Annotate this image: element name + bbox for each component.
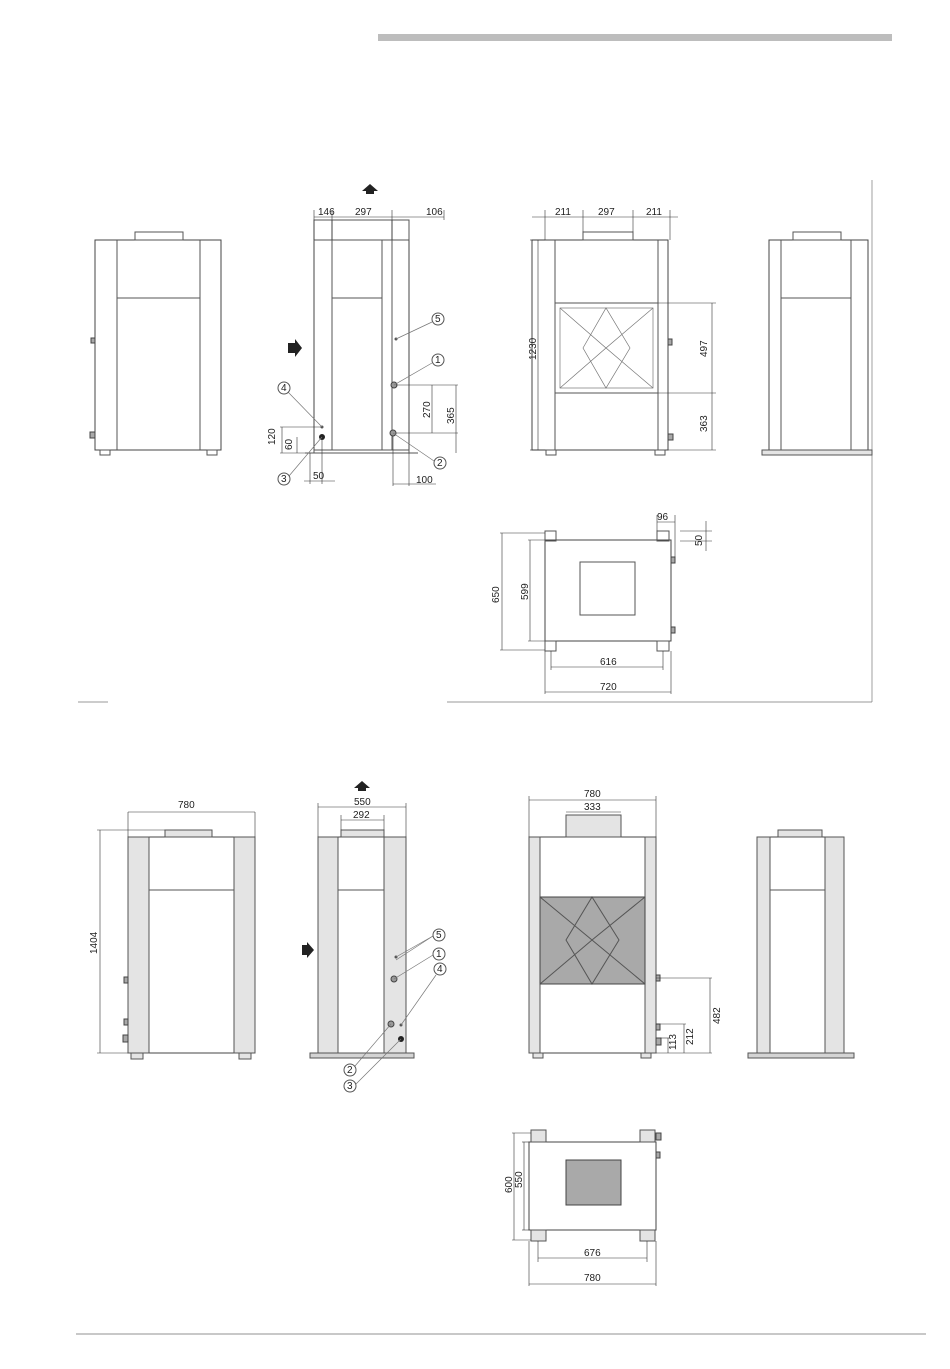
callout-b-2: 2 xyxy=(347,1065,353,1076)
dim-a-720: 720 xyxy=(600,682,617,693)
dim-a-50: 50 xyxy=(313,471,325,482)
dim-a-front-211-left: 211 xyxy=(555,207,571,218)
dim-a-497: 497 xyxy=(699,340,710,357)
dim-a-60: 60 xyxy=(284,438,295,450)
unit-a-left-view xyxy=(90,232,221,455)
callout-b-3: 3 xyxy=(347,1081,353,1092)
dim-a-front-297: 297 xyxy=(598,207,615,218)
callout-a-1: 1 xyxy=(435,355,441,366)
dim-a-270: 270 xyxy=(422,401,433,418)
callout-a-4: 4 xyxy=(281,383,287,394)
unit-b-front-view xyxy=(529,789,723,1058)
unit-a-plan-view xyxy=(491,512,712,694)
dim-b-600: 600 xyxy=(504,1176,515,1193)
dim-a-side-106: 106 xyxy=(426,207,443,218)
unit-b-side-view xyxy=(302,781,446,1092)
dim-a-365: 365 xyxy=(446,407,457,424)
dim-b-333: 333 xyxy=(584,802,601,813)
callout-b-4: 4 xyxy=(437,964,443,975)
callout-b-5: 5 xyxy=(436,930,442,941)
dim-b-676: 676 xyxy=(584,1248,601,1259)
dim-a-616: 616 xyxy=(600,657,617,668)
dim-b-212: 212 xyxy=(685,1028,696,1045)
unit-b-right-view xyxy=(748,830,854,1058)
callout-b-1: 1 xyxy=(436,949,442,960)
callout-a-3: 3 xyxy=(281,474,287,485)
dim-b-550-plan: 550 xyxy=(514,1171,525,1188)
dim-b-292: 292 xyxy=(353,810,370,821)
dim-a-side-146: 146 xyxy=(318,207,335,218)
dim-a-599: 599 xyxy=(520,583,531,600)
dim-b-780-plan: 780 xyxy=(584,1273,601,1284)
dim-b-780-side: 780 xyxy=(178,800,195,811)
dim-a-front-211-right: 211 xyxy=(646,207,662,218)
dim-a-96: 96 xyxy=(657,512,669,523)
callout-a-5: 5 xyxy=(435,314,441,325)
dim-a-650: 650 xyxy=(491,586,502,603)
dim-b-550: 550 xyxy=(354,797,371,808)
dim-a-120: 120 xyxy=(267,428,278,445)
dim-a-side-297: 297 xyxy=(355,207,372,218)
dim-b-482: 482 xyxy=(712,1007,723,1024)
dim-b-1404: 1404 xyxy=(89,931,100,954)
unit-a-side-view xyxy=(267,184,458,486)
unit-a-right-view xyxy=(762,232,872,455)
dim-a-1230: 1230 xyxy=(528,337,539,360)
dim-b-780-front: 780 xyxy=(584,789,601,800)
unit-b-left-view xyxy=(89,800,255,1059)
callout-a-2: 2 xyxy=(437,458,443,469)
dim-a-363: 363 xyxy=(699,415,710,432)
unit-b-plan-view xyxy=(504,1130,661,1286)
dim-a-100: 100 xyxy=(416,475,433,486)
dim-b-113: 113 xyxy=(668,1034,679,1050)
unit-a-front-view xyxy=(528,207,716,455)
dim-a-50-plan: 50 xyxy=(694,534,705,546)
